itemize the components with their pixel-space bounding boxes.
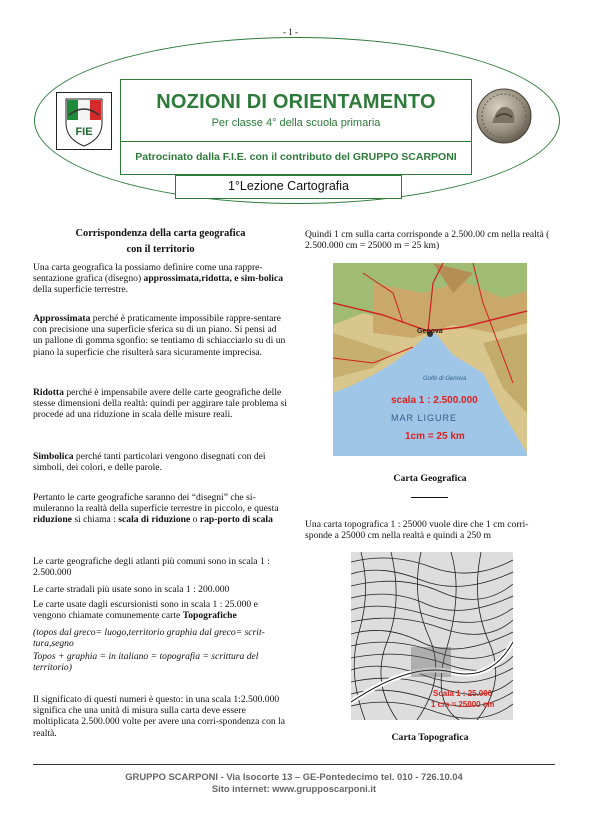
caption-geographic: Carta Geografica — [393, 473, 467, 484]
caption-topographic: Carta Topografica — [391, 732, 469, 743]
coin-emblem — [476, 87, 532, 145]
term-simbolica: Simbolica — [33, 451, 74, 462]
text: o — [190, 514, 200, 526]
paragraph-definition — [33, 262, 288, 296]
map-scale-label: scala 1 : 2.500.000 — [391, 395, 478, 406]
paragraph-escursionisti — [33, 599, 288, 621]
page-title: NOZIONI DI ORIENTAMENTO — [156, 91, 436, 113]
paragraph-topografia — [33, 651, 288, 673]
paragraph-ridotta — [33, 387, 288, 421]
map-gulf-label: Golfo di Genova — [423, 376, 467, 382]
term-approssimata: Approssimata — [33, 313, 91, 324]
text: della superficie terrestre. — [33, 284, 129, 296]
paragraph-topografica: Una carta topografica 1 : 25000 vuole dire che 1 cm corri-sponde a 25000 cm nella realtà e quindi a 250 m — [305, 519, 529, 542]
text-italic: Topos + graphia = in italiano = topografia = scrittura del territorio) — [33, 651, 259, 674]
patron-text: Patrocinato dalla F.I.E. con il contributo del GRUPPO SCARPONI — [135, 151, 457, 163]
short-divider — [411, 497, 448, 498]
page-number: - 1 - — [283, 27, 298, 37]
map-sea-label: MAR LIGURE — [391, 413, 458, 423]
text-bold: approssimata,ridotta, e sim-bolica — [143, 273, 284, 285]
term-scala-di-riduzione: scala di riduzione — [118, 514, 191, 526]
term-rapporto-di-scala: rap-porto di scala — [199, 514, 273, 526]
text-italic: (topos dal greco= luogo,territorio graphia dal greco= scrit-tura,segno — [33, 627, 265, 650]
page-subtitle: Per classe 4° della scuola primaria — [211, 117, 381, 129]
section-heading — [33, 226, 288, 258]
text: perché è impensabile avere delle carte geografiche delle stesse dimensioni della realtà: quindi per aggirare tale problema si procede ad una riduzione in scala delle misure reali. — [33, 387, 287, 421]
topo-scale-label: Scala 1 : 25.000 — [433, 689, 493, 698]
paragraph-simbolica — [33, 451, 288, 473]
fie-logo — [56, 92, 112, 150]
text: Le carte usate dagli escursionisti sono in scala 1 : 25.000 e vengono chiamate comunemente carte — [33, 599, 258, 622]
paragraph-stradali: Le carte stradali più usate sono in scala 1 : 200.000 — [33, 584, 230, 595]
paragraph-atlanti: Le carte geografiche degli atlanti più comuni sono in scala 1 : 2.500.000 — [33, 556, 270, 579]
map-city-label: Genova — [417, 328, 443, 335]
topo-unit-label: 1 cm = 25000 cm — [431, 700, 495, 709]
section-heading-line-2: con il territorio — [126, 244, 195, 255]
paragraph-significato: Il significato di questi numeri è questo: in una scala 1:2.500.000 significa che una unità di misura sulla carta deve essere moltiplicata 2.500.000 volte per avere una corri-spondenza con la realtà. — [33, 694, 286, 739]
term-riduzione: riduzione — [33, 514, 72, 526]
text: si chiama : — [71, 514, 119, 526]
paragraph-scala — [33, 492, 288, 526]
text: perché tanti particolari vengono disegnati con dei simboli, dei colori, e delle parole. — [33, 451, 266, 474]
footer-address: GRUPPO SCARPONI - Via Isocorte 13 – GE-Pontedecimo tel. 010 - 726.10.04 — [125, 771, 463, 782]
text: Pertanto le carte geografiche saranno dei “disegni” che si-muleranno la realtà della superficie terrestre in piccolo, e questa — [33, 492, 279, 515]
title-divider — [120, 141, 472, 142]
lesson-title: 1°Lezione Cartografia — [227, 179, 350, 193]
paragraph-approssimata — [33, 313, 288, 358]
text: Una carta geografica la possiamo definire come una rappre-sentazione grafica (disegno) — [33, 262, 263, 285]
fie-logo-text: FIE — [75, 126, 93, 138]
topographic-map-image — [351, 552, 513, 720]
footer-divider — [33, 764, 555, 765]
paragraph-cm: Quindi 1 cm sulla carta corrisponde a 2.500.00 cm nella realtà ( 2.500.000 cm = 25000 m = 25 km) — [305, 229, 550, 252]
text: perché è praticamente impossibile rappre-sentare con precisione una superficie sferica su di un piano. Si pensi ad un pallone di gomma sgonfio: se tentiamo di schiacciarlo su di un piano la superficie che risulterà sara sicuramente imprecisa. — [33, 313, 286, 358]
map-unit-label: 1cm = 25 km — [405, 431, 465, 442]
footer-website: Sito internet: www.grupposcarponi.it — [211, 783, 377, 794]
paragraph-etymology — [33, 627, 288, 649]
term-ridotta: Ridotta — [33, 387, 64, 398]
geographic-map-image — [333, 263, 527, 456]
term-topografiche: Topografiche — [182, 610, 237, 622]
section-heading-line-1: Corrispondenza della carta geografica — [75, 228, 246, 239]
